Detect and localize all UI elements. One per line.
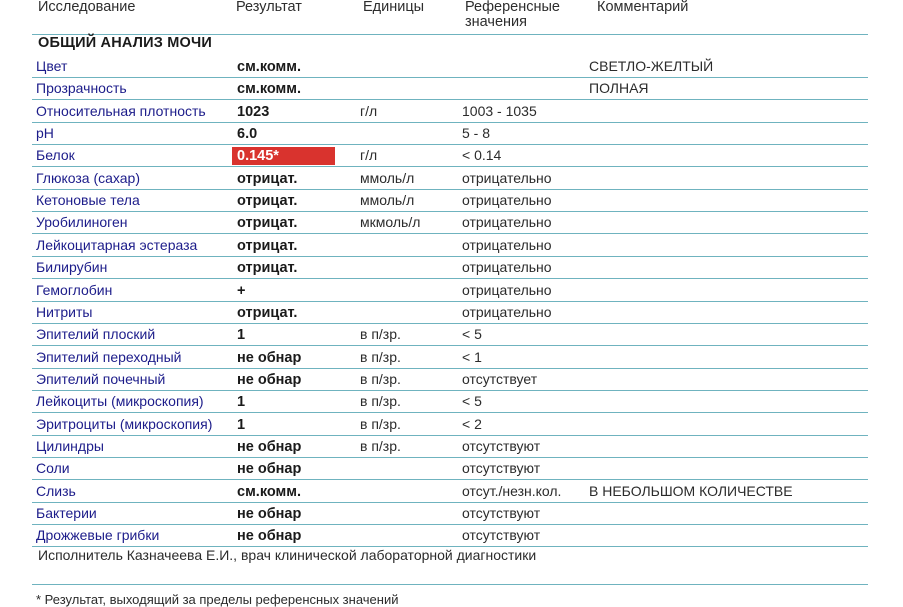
- table-row: [32, 256, 868, 279]
- table-row: [32, 167, 868, 190]
- test-reference: отрицательно: [462, 303, 552, 320]
- test-reference: < 1: [462, 348, 482, 365]
- table-row: [32, 368, 868, 391]
- table-row: [32, 100, 868, 123]
- test-units: в п/зр.: [360, 326, 401, 343]
- table-row: [32, 323, 868, 346]
- test-name: Эпителий почечный: [36, 370, 166, 387]
- table-row: [32, 55, 868, 78]
- test-units: в п/зр.: [360, 370, 401, 387]
- test-reference: отсут./незн.кол.: [462, 482, 562, 499]
- test-name: Относительная плотность: [36, 102, 206, 119]
- header-comment: Комментарий: [597, 0, 689, 15]
- test-name: Кетоновые тела: [36, 192, 140, 209]
- test-name: Бактерии: [36, 505, 97, 521]
- test-comment: СВЕТЛО-ЖЕЛТЫЙ: [589, 58, 714, 74]
- test-units: в п/зр.: [360, 393, 401, 410]
- test-name: Лейкоциты (микроскопия): [36, 393, 204, 410]
- test-reference: отсутствуют: [462, 460, 541, 477]
- test-name: Эпителий переходный: [36, 348, 182, 365]
- test-result: отрицат.: [237, 193, 298, 210]
- test-result: не обнар: [237, 506, 302, 522]
- test-reference: 1003 - 1035: [462, 102, 537, 119]
- test-name: Дрожжевые грибки: [36, 527, 160, 544]
- test-result: не обнар: [237, 528, 302, 545]
- test-name: Цвет: [36, 58, 68, 74]
- test-units: в п/зр.: [360, 415, 401, 432]
- table-row: [32, 524, 868, 547]
- test-reference: отсутствуют: [462, 437, 541, 454]
- header-units: Единицы: [363, 0, 425, 15]
- test-result: не обнар: [237, 438, 302, 455]
- test-result: см.комм.: [237, 81, 302, 98]
- table-row: [32, 144, 868, 167]
- test-name: pH: [36, 125, 54, 142]
- test-result: 0.145*: [237, 148, 279, 165]
- test-reference: отсутствуют: [462, 527, 541, 544]
- test-reference: < 0.14: [462, 147, 502, 164]
- test-reference: отрицательно: [462, 236, 552, 253]
- table-row: [32, 390, 868, 413]
- table-row: [32, 480, 868, 503]
- test-result: см.комм.: [237, 483, 302, 500]
- test-name: Прозрачность: [36, 80, 127, 97]
- test-result: 1: [237, 416, 246, 433]
- test-reference: отсутствуют: [462, 505, 541, 521]
- test-reference: отрицательно: [462, 214, 552, 231]
- table-row: [32, 211, 868, 234]
- test-name: Гемоглобин: [36, 281, 113, 298]
- test-result: отрицат.: [237, 237, 298, 254]
- test-comment: В НЕБОЛЬШОМ КОЛИЧЕСТВЕ: [589, 482, 793, 499]
- test-result: 1: [237, 327, 246, 344]
- table-row: [32, 122, 868, 145]
- test-name: Уробилиноген: [36, 214, 128, 231]
- table-row: [32, 301, 868, 324]
- test-result: 6.0: [237, 126, 258, 143]
- table-row: [32, 435, 868, 458]
- test-result: отрицат.: [237, 170, 298, 187]
- test-comment: ПОЛНАЯ: [589, 80, 649, 97]
- table-row: [32, 346, 868, 369]
- test-reference: 5 - 8: [462, 125, 491, 142]
- test-name: Белок: [36, 147, 75, 164]
- test-units: в п/зр.: [360, 348, 401, 365]
- test-reference: < 5: [462, 393, 482, 410]
- test-name: Эритроциты (микроскопия): [36, 415, 213, 432]
- test-reference: отрицательно: [462, 192, 552, 209]
- test-result: см.комм.: [237, 59, 302, 75]
- table-row: [32, 279, 868, 302]
- test-name: Лейкоцитарная эстераза: [36, 236, 198, 253]
- test-result: отрицат.: [237, 215, 298, 232]
- table-row: [32, 413, 868, 436]
- test-result: 1: [237, 394, 246, 411]
- footnote: * Результат, выходящий за пределы референсных значений: [36, 592, 399, 607]
- test-name: Нитриты: [36, 303, 93, 320]
- header-reference: [465, 0, 560, 30]
- table-row: [32, 502, 868, 525]
- test-units: ммоль/л: [360, 169, 415, 186]
- test-units: мкмоль/л: [360, 214, 421, 231]
- test-result: отрицат.: [237, 304, 298, 321]
- table-row: [32, 457, 868, 480]
- test-name: Билирубин: [36, 259, 108, 276]
- header-result: Результат: [236, 0, 302, 15]
- test-reference: отрицательно: [462, 281, 552, 298]
- test-reference: < 5: [462, 326, 482, 343]
- test-name: Глюкоза (сахар): [36, 169, 140, 186]
- test-units: г/л: [360, 147, 378, 164]
- bottom-divider: [32, 584, 868, 585]
- section-title: ОБЩИЙ АНАЛИЗ МОЧИ: [38, 35, 213, 51]
- header-reference-line2: значения: [465, 14, 527, 30]
- test-result: не обнар: [237, 371, 302, 388]
- test-units: в п/зр.: [360, 437, 401, 454]
- test-units: г/л: [360, 102, 378, 119]
- performer-line: Исполнитель Казначеева Е.И., врач клинической лабораторной диагностики: [38, 547, 537, 563]
- test-result: отрицат.: [237, 260, 298, 277]
- test-result: +: [237, 282, 246, 299]
- table-row: [32, 189, 868, 212]
- test-name: Соли: [36, 460, 70, 477]
- test-reference: отрицательно: [462, 259, 552, 276]
- test-name: Эпителий плоский: [36, 326, 156, 343]
- table-row: [32, 77, 868, 100]
- test-reference: отсутствует: [462, 370, 538, 387]
- test-name: Слизь: [36, 482, 76, 499]
- header-reference-line1: Референсные: [465, 0, 560, 15]
- test-result: не обнар: [237, 461, 302, 478]
- test-result: не обнар: [237, 349, 302, 366]
- test-name: Цилиндры: [36, 437, 104, 454]
- test-reference: отрицательно: [462, 169, 552, 186]
- header-study: Исследование: [38, 0, 136, 15]
- test-units: ммоль/л: [360, 192, 415, 209]
- test-reference: < 2: [462, 415, 482, 432]
- table-row: [32, 234, 868, 257]
- test-result: 1023: [237, 103, 270, 120]
